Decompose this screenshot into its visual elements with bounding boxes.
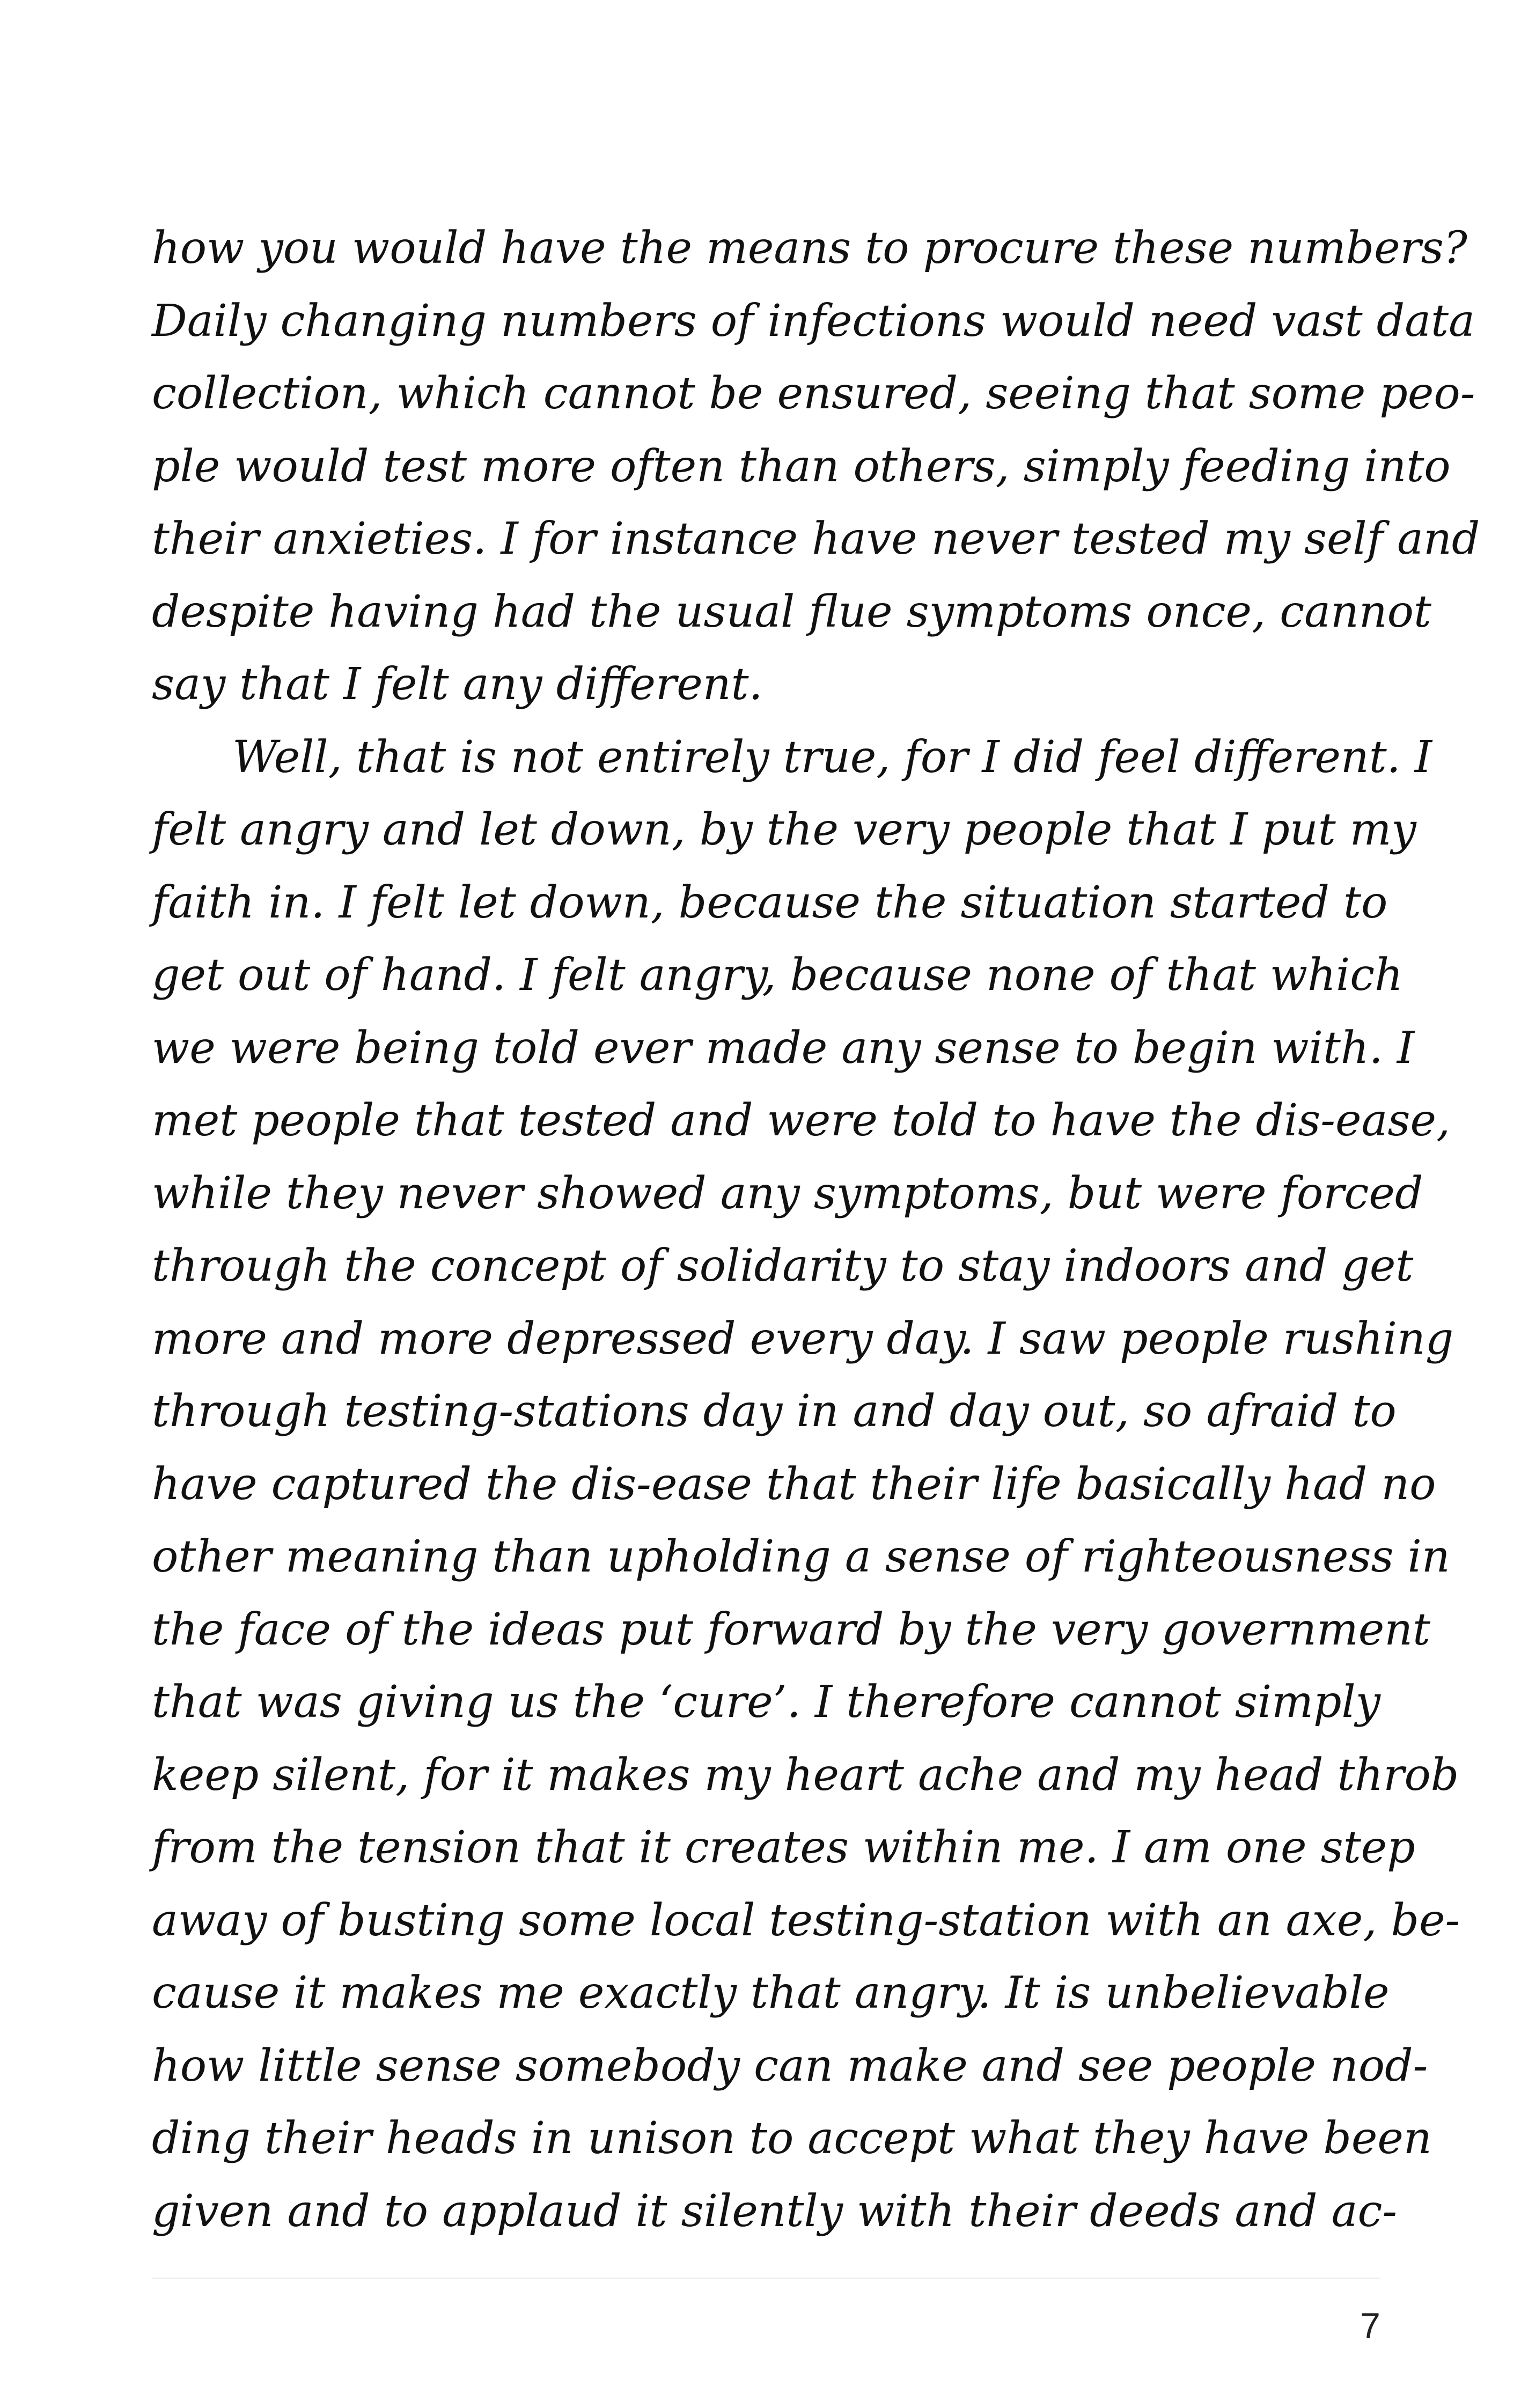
text-line: faith in. I felt let down, because the situation started to — [152, 877, 1388, 928]
page-number: 7 — [1360, 2306, 1380, 2346]
text-line: get out of hand. I felt angry, because none of that which — [152, 950, 1403, 1001]
text-line: that was giving us the ‘cure’. I therefore cannot simply — [152, 1677, 1380, 1728]
text-line: their anxieties. I for instance have never tested my self and — [152, 513, 1480, 564]
text-line: met people that tested and were told to have the dis-ease, — [152, 1095, 1451, 1146]
text-line: ding their heads in unison to accept what they have been — [152, 2113, 1432, 2164]
text-line: felt angry and let down, by the very people that I put my — [152, 804, 1416, 855]
footer-divider — [152, 2278, 1380, 2279]
text-line: the face of the ideas put forward by the very government — [152, 1604, 1431, 1655]
text-line: while they never showed any symptoms, but were forced — [152, 1168, 1423, 1219]
text-line: despite having had the usual flue symptoms once, cannot — [152, 586, 1431, 637]
text-line: other meaning than upholding a sense of righteousness in — [152, 1531, 1450, 1582]
text-line: away of busting some local testing-station with an axe, be- — [152, 1895, 1460, 1946]
text-line: say that I felt any different. — [152, 659, 763, 710]
text-line: through testing-stations day in and day out, so afraid to — [152, 1386, 1397, 1437]
text-line: have captured the dis-ease that their life basically had no — [152, 1458, 1436, 1510]
text-line: collection, which cannot be ensured, seeing that some peo- — [152, 368, 1475, 419]
text-line: keep silent, for it makes my heart ache and my head throb — [152, 1749, 1459, 1801]
text-line: through the concept of solidarity to stay indoors and get — [152, 1240, 1414, 1291]
text-line: we were being told ever made any sense to begin with. I — [152, 1022, 1415, 1074]
text-line: more and more depressed every day. I saw people rushing — [152, 1313, 1454, 1364]
text-line: Daily changing numbers of infections would need vast data — [152, 295, 1475, 347]
text-line-paragraph-start: Well, that is not entirely true, for I did feel different. I — [232, 731, 1432, 783]
text-line: ple would test more often than others, simply feeding into — [152, 441, 1451, 492]
text-line: cause it makes me exactly that angry. It is unbelievable — [152, 1967, 1390, 2018]
text-line: how you would have the means to procure these numbers? — [152, 223, 1467, 274]
text-line: how little sense somebody can make and see people nod- — [152, 2040, 1428, 2091]
text-line: from the tension that it creates within me. I am one step — [152, 1822, 1415, 1873]
body-text — [152, 212, 1480, 2248]
text-line: given and to applaud it silently with their deeds and ac- — [152, 2185, 1398, 2237]
